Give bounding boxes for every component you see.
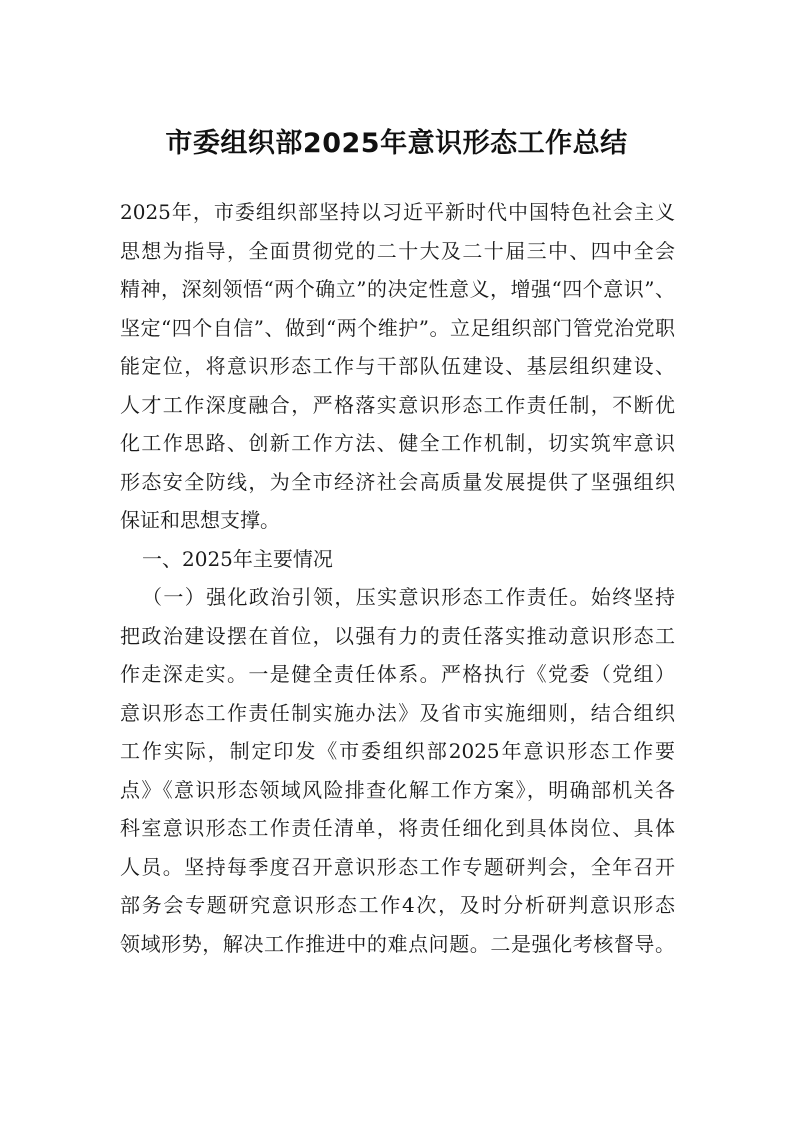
paragraph-line: 精神，深刻领悟“两个确立”的决定性意义，增强“四个意识”、 [120, 277, 675, 301]
paragraph-line: 2025年，市委组织部坚持以习近平新时代中国特色社会主义 [120, 200, 675, 224]
paragraph-line: 坚定“四个自信”、做到“两个维护”。立足组织部门管党治党职 [120, 315, 675, 340]
paragraph-line: 人才工作深度融合，严格落实意识形态工作责任制，不断优 [120, 392, 675, 417]
paragraph-line: 能定位，将意识形态工作与干部队伍建设、基层组织建设、 [120, 354, 675, 378]
paragraph-line: 领域形势，解决工作推进中的难点问题。二是强化考核督导。 [120, 931, 675, 956]
paragraph-line: 人员。坚持每季度召开意识形态工作专题研判会，全年召开 [120, 854, 675, 879]
paragraph-line: 科室意识形态工作责任清单，将责任细化到具体岗位、具体 [120, 816, 675, 840]
paragraph-line: 意识形态工作责任制实施办法》及省市实施细则，结合组织 [120, 700, 675, 725]
paragraph-line: 点》《意识形态领域风险排查化解工作方案》，明确部机关各 [120, 777, 675, 802]
section-heading: 一、2025年主要情况 [142, 546, 333, 571]
document-body [120, 193, 675, 963]
paragraph-line: 保证和思想支撑。 [120, 508, 280, 532]
paragraph-line: （一）强化政治引领，压实意识形态工作责任。始终坚持 [142, 585, 675, 609]
paragraph-line: 作走深走实。一是健全责任体系。严格执行《党委（党组） [120, 662, 675, 686]
paragraph-line: 部务会专题研究意识形态工作4次，及时分析研判意识形态 [120, 893, 675, 917]
document-title: 市委组织部2025年意识形态工作总结 [165, 128, 628, 159]
paragraph-line: 思想为指导，全面贯彻党的二十大及二十届三中、四中全会 [120, 238, 675, 263]
paragraph-line: 形态安全防线，为全市经济社会高质量发展提供了坚强组织 [120, 469, 675, 494]
paragraph-line: 把政治建设摆在首位，以强有力的责任落实推动意识形态工 [120, 623, 675, 648]
paragraph-line: 工作实际，制定印发《市委组织部2025年意识形态工作要 [120, 739, 675, 763]
paragraph-line: 化工作思路、创新工作方法、健全工作机制，切实筑牢意识 [120, 431, 675, 455]
